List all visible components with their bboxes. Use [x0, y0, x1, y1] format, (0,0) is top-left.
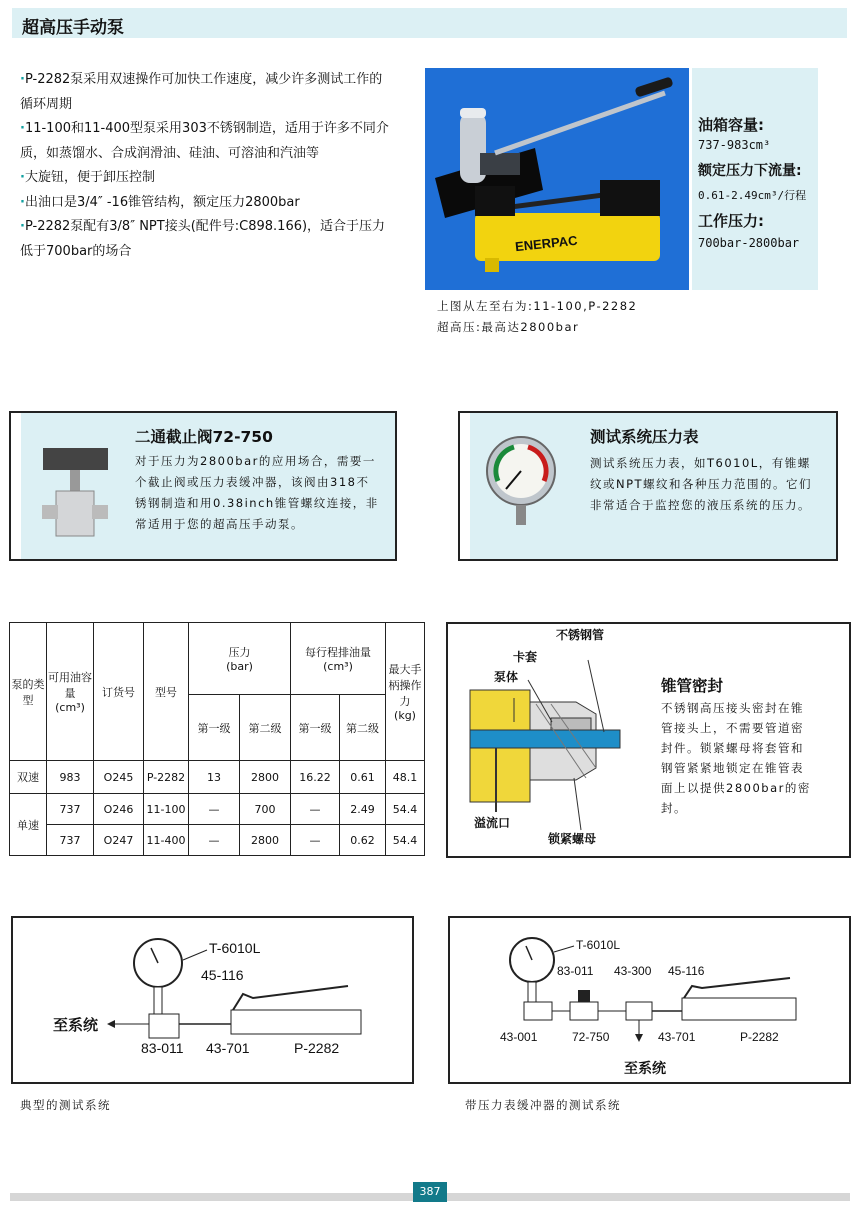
- seal-description: 不锈钢高压接头密封在锥管接头上，不需要管道密封件。锁紧螺母将套管和钢管紧紧地锁定在锥管表面上以提供2800bar的密封。: [661, 701, 811, 815]
- title-bar: [12, 8, 847, 38]
- header-order: 订货号: [94, 623, 144, 761]
- label-pump: P-2282: [294, 1040, 340, 1056]
- photo-caption-line2: 超高压:最高达2800bar: [437, 320, 580, 334]
- enerpac-logo: ENERPAC: [514, 232, 579, 255]
- feature-list: [20, 68, 390, 264]
- spec-table: [9, 622, 425, 856]
- gauge-title: 测试系统压力表: [590, 428, 699, 446]
- label-connector: 43-701: [658, 1030, 696, 1044]
- header-disp-stage2: 第二级: [340, 695, 386, 761]
- header-displacement: 每行程排油量 (cm³): [291, 623, 386, 695]
- gauge-box: [458, 411, 838, 561]
- label-pump-body: 泵体: [494, 670, 519, 684]
- feature-item: ·大旋钮，便于卸压控制: [20, 170, 155, 185]
- label-fitting: 83-011: [557, 964, 594, 978]
- page-title: 超高压手动泵: [22, 18, 124, 38]
- feature-item: ·11-100和11-400型泵采用303不锈钢制造，适用于许多不同介质，如蒸馏水、合成润滑油、硅油、可溶油和汽油等: [20, 121, 389, 161]
- feature-item: ·出油口是3/4″ -16锥管结构，额定压力2800bar: [20, 194, 300, 210]
- header-capacity: 可用油容量 (cm³): [47, 623, 94, 761]
- label-pump: P-2282: [740, 1030, 779, 1044]
- label-sleeve: 卡套: [513, 650, 538, 664]
- gauge-description: 测试系统压力表，如T6010L，有锥螺纹或NPT螺纹和各种压力范围的。它们非常适合于监控您的液压系统的压力。: [590, 456, 813, 512]
- label-overflow-port: 溢流口: [474, 816, 511, 830]
- label-pipe: 45-116: [668, 964, 705, 978]
- label-tee: 43-300: [614, 964, 652, 978]
- header-pressure: 压力 (bar): [189, 623, 291, 695]
- label-valve: 72-750: [572, 1030, 610, 1044]
- header-pressure-stage1: 第一级: [189, 695, 240, 761]
- seal-cross-section-diagram: [456, 642, 656, 842]
- header-disp-stage1: 第一级: [291, 695, 340, 761]
- label-gauge: T-6010L: [576, 938, 621, 952]
- feature-item: ·P-2282泵采用双速操作可加快工作速度，减少许多测试工作的循环周期: [20, 72, 383, 112]
- buffered-test-system-diagram: [448, 916, 851, 1084]
- tank-capacity-label: 油箱容量:: [698, 116, 764, 134]
- table-row: 737 O247 11-400 — 2800 — 0.62 54.4: [10, 825, 425, 856]
- label-steel-pipe: 不锈钢管: [556, 628, 605, 642]
- valve-description: 对于压力为2800bar的应用场合，需要一个截止阀或压力表缓冲器，该阀由318不锈钢制造和用0.38inch锥管螺纹连接，非常适用于您的超高压手动泵。: [135, 454, 379, 531]
- header-type: 泵的类型: [10, 623, 47, 761]
- valve-box: [9, 411, 397, 561]
- table-row: 双速 983 O245 P-2282 13 2800 16.22 0.61 48.1: [10, 761, 425, 794]
- label-lock-nut: 锁紧螺母: [548, 832, 597, 846]
- photo-caption-line1: 上图从左至右为:11-100,P-2282: [437, 299, 638, 313]
- valve-title: 二通截止阀72-750: [135, 428, 273, 446]
- label-gauge: T-6010L: [209, 940, 261, 956]
- tank-capacity-value: 737-983cm³: [698, 138, 771, 152]
- gauge-icon: [484, 431, 558, 527]
- header-pressure-stage2: 第二级: [240, 695, 291, 761]
- label-fitting: 83-011: [141, 1040, 184, 1056]
- flow-value: 0.61-2.49cm³/行程: [698, 189, 807, 202]
- label-to-system: 至系统: [624, 1060, 666, 1076]
- header-force: 最大手柄操作力 (kg): [386, 623, 425, 761]
- diagram1-caption: 典型的测试系统: [20, 1098, 111, 1112]
- seal-title: 锥管密封: [661, 677, 724, 695]
- feature-item: ·P-2282泵配有3/8″ NPT接头(配件号:C898.166)，适合于压力低于700bar的场合: [20, 219, 386, 259]
- label-adapter: 43-001: [500, 1030, 538, 1044]
- seal-box: [446, 622, 851, 858]
- label-pipe: 45-116: [201, 967, 244, 983]
- header-model: 型号: [144, 623, 189, 761]
- test-system-diagram: [11, 916, 414, 1084]
- page-number: 387: [413, 1182, 447, 1202]
- working-pressure-value: 700bar-2800bar: [698, 236, 800, 250]
- specs-panel: [692, 68, 818, 290]
- label-connector: 43-701: [206, 1040, 250, 1056]
- table-row: 单速 737 O246 11-100 — 700 — 2.49 54.4: [10, 794, 425, 825]
- label-to-system: 至系统: [53, 1017, 99, 1034]
- flow-label: 额定压力下流量:: [698, 163, 802, 179]
- diagram2-caption: 带压力表缓冲器的测试系统: [465, 1098, 621, 1112]
- product-photo: [425, 68, 689, 290]
- working-pressure-label: 工作压力:: [698, 212, 764, 230]
- valve-icon: [38, 443, 113, 543]
